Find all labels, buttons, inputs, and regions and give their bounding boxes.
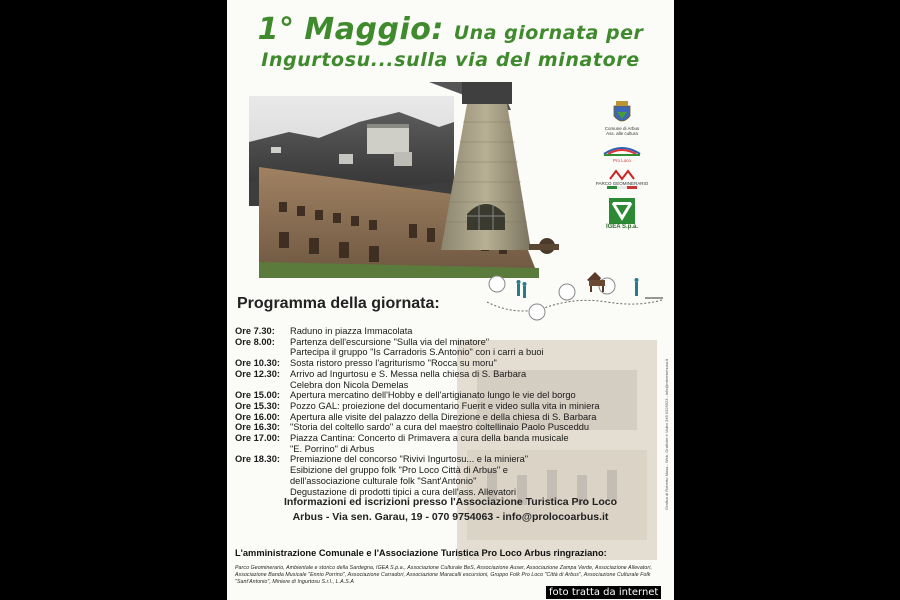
- schedule-description-continued: Celebra don Nicola Demelas: [290, 379, 409, 390]
- schedule-time: Ore 18.30:: [235, 454, 280, 465]
- schedule-description-continued: Esibizione del gruppo folk "Pro Loco Città di Arbus" e: [290, 465, 508, 476]
- schedule-item: [235, 454, 635, 465]
- event-poster: [227, 0, 674, 600]
- schedule-item: [235, 358, 635, 369]
- schedule-item: [235, 326, 635, 337]
- schedule-item: [235, 390, 635, 401]
- poster-title-line-2: Ingurtosu...sulla via del minatore: [261, 49, 640, 71]
- thanks-heading: L'amministrazione Comunale e l'Associazione Turistica Pro Loco Arbus ringraziano:: [235, 548, 607, 558]
- schedule-description: Apertura alle visite del palazzo della Direzione e della chiesa di S. Barbara: [290, 411, 597, 422]
- schedule-description: Piazza Cantina: Concerto di Primavera a cura della banda musicale: [290, 433, 569, 444]
- schedule-time: Ore 15.30:: [235, 400, 280, 411]
- schedule-item: [235, 422, 635, 433]
- contact-line: Arbus - Via sen. Garau, 19 - 070 9754063 - info@prolocoarbus.it: [292, 511, 609, 523]
- schedule-description: Partenza dell'escursione "Sulla via del minatore": [290, 336, 490, 347]
- schedule-description: Arrivo ad Ingurtosu e S. Messa nella chiesa di S. Barbara: [290, 368, 527, 379]
- schedule-description-continued: dell'associazione culturale folk "Sant'Antonio": [290, 475, 477, 486]
- schedule-description: "Storia del coltello sardo" a cura del maestro coltellinaio Paolo Puscedd​u: [290, 422, 590, 433]
- schedule-time: Ore 17.00:: [235, 433, 280, 444]
- schedule-description: Premiazione del concorso "Rivivi Ingurtosu... e la miniera": [290, 454, 529, 465]
- schedule-time: Ore 15.00:: [235, 390, 280, 401]
- schedule-description-continued: "E. Porrino" di Arbus: [290, 443, 375, 454]
- geo-park-icon: [608, 169, 636, 181]
- title-date-number: 1°: [257, 12, 295, 47]
- title-subtitle: Una giornata per: [453, 22, 644, 44]
- schedule-item: [235, 412, 635, 423]
- mine-photo-collage: [249, 82, 569, 278]
- walking-path-illustration: [477, 262, 667, 332]
- schedule-time: Ore 12.30:: [235, 368, 280, 379]
- info-block: [227, 495, 674, 525]
- schedule-time: Ore 8.00:: [235, 336, 275, 347]
- pro-loco-logo: [587, 142, 657, 163]
- poster-title-line-1: [227, 12, 674, 47]
- schedule-description: Raduno in piazza Immacolata: [290, 326, 413, 336]
- schedule-description-continued: Partecipa il gruppo "Is Carradoris S.Antonio" con i carri a buoi: [290, 347, 544, 358]
- program-heading: Programma della giornata:: [237, 295, 440, 312]
- photo-source-caption: foto tratta da internet: [546, 586, 661, 599]
- title-month: Maggio:: [304, 12, 444, 47]
- logo-caption: Ass. alle cultura: [606, 131, 638, 136]
- schedule-description-continued: Degustazione di prodotti tipici a cura dell'ass. Allevatori: [290, 486, 517, 497]
- pro-loco-icon: [602, 142, 642, 158]
- sponsors-list: Parco Geominerario, Ambientale e storico della Sardegna, IGEA S.p.a., Associazione Culturale BeS, Associazione Auser, Associazione Zampa Verde, Associazione Allevatori, Associazione Banda Musicale "Ennio Porrino", Associazione Carradori, Associazione Maracalli escursioni, Gruppo Folk Pro Loco "Città di Arbus", Associazione Culturale Folk "Sant'Antonio", Miniere di Ingurtosu S.r.l., L.A.S.A: [235, 565, 653, 586]
- logo-caption: Pro Loco: [612, 158, 631, 163]
- igea-logo: [587, 198, 657, 230]
- schedule-description: Sosta ristoro presso l'agriturismo "Rocca su moru": [290, 358, 497, 369]
- schedule-description: Apertura mercatino dell'Hobby e dell'artigianato lungo le vie del borgo: [290, 390, 576, 401]
- schedule-time: Ore 10.30:: [235, 358, 280, 369]
- municipal-crest-icon: [611, 100, 633, 126]
- schedule-item: [235, 337, 635, 348]
- sponsor-logos: [587, 100, 657, 236]
- design-credit-vertical: Grafica di Roberto Musa - Web, Grafiche e Video 349 5325923 - info@robertomusa.it: [664, 358, 669, 510]
- program-schedule: [235, 326, 635, 497]
- schedule-time: Ore 16.00:: [235, 411, 280, 422]
- schedule-item: [235, 433, 635, 444]
- info-line: Informazioni ed iscrizioni presso l'Associazione Turistica Pro Loco: [283, 496, 618, 508]
- comune-arbus-logo: [587, 100, 657, 136]
- schedule-time: Ore 16.30:: [235, 422, 280, 433]
- logo-caption: PARCO GEOMINERARIO: [595, 181, 649, 186]
- logo-caption: IGEA S.p.a.: [605, 224, 639, 230]
- igea-icon: [609, 198, 635, 224]
- logo-caption: Comune di Arbus: [604, 126, 640, 131]
- schedule-item: [235, 369, 635, 380]
- schedule-time: Ore 7.30:: [235, 326, 275, 336]
- color-bar-icon: [607, 186, 637, 192]
- geo-mining-park-logo: [587, 169, 657, 192]
- schedule-description: Pozzo GAL: proiezione del documentario Fuerit e video sulla vita in miniera: [290, 400, 600, 411]
- schedule-item: [235, 401, 635, 412]
